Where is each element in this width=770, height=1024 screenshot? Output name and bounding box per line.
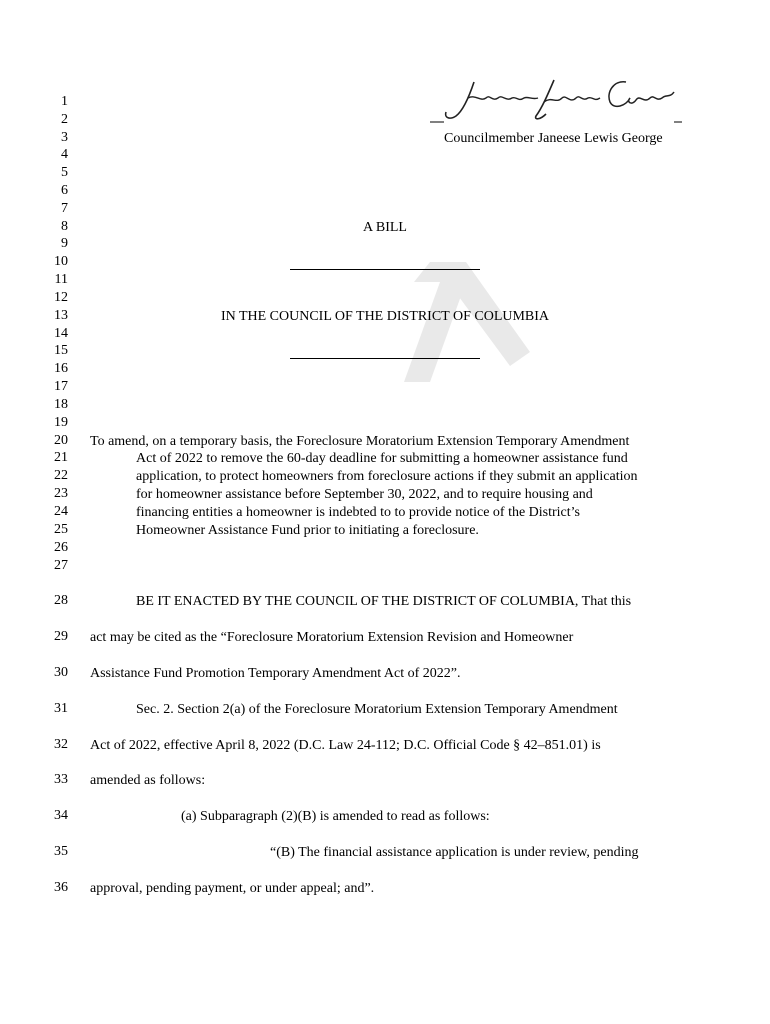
line-number: 6	[61, 183, 68, 198]
line-number: 30	[54, 665, 68, 680]
councilmember-caption: Councilmember Janeese Lewis George	[444, 131, 663, 146]
line-number: 27	[54, 558, 68, 573]
line-number: 18	[54, 397, 68, 412]
line-number: 29	[54, 629, 68, 644]
line-number: 17	[54, 379, 68, 394]
title-line: To amend, on a temporary basis, the Foreclosure Moratorium Extension Temporary Amendment	[90, 434, 630, 449]
blank-rule-top	[290, 269, 480, 270]
line-number: 21	[54, 450, 68, 465]
line-number: 13	[54, 308, 68, 323]
body-line: Act of 2022, effective April 8, 2022 (D.C. Law 24-112; D.C. Official Code § 42–851.01) is	[90, 738, 601, 753]
line-number: 32	[54, 737, 68, 752]
council-heading: IN THE COUNCIL OF THE DISTRICT OF COLUMBIA	[220, 309, 550, 324]
line-number: 4	[61, 147, 68, 162]
line-number: 2	[61, 112, 68, 127]
line-number: 14	[54, 326, 68, 341]
enacting-clause: BE IT ENACTED BY THE COUNCIL OF THE DISTRICT OF COLUMBIA, That this	[136, 594, 632, 609]
bill-label: A BILL	[363, 220, 407, 235]
title-line: Homeowner Assistance Fund prior to initiating a foreclosure.	[136, 523, 479, 538]
line-number: 22	[54, 468, 68, 483]
line-number: 12	[54, 290, 68, 305]
line-number: 25	[54, 522, 68, 537]
line-number: 5	[61, 165, 68, 180]
line-number: 35	[54, 844, 68, 859]
line-number: 9	[61, 236, 68, 251]
body-line: Assistance Fund Promotion Temporary Amendment Act of 2022”.	[90, 666, 461, 681]
line-number: 33	[54, 772, 68, 787]
line-number: 36	[54, 880, 68, 895]
line-number: 31	[54, 701, 68, 716]
line-number: 11	[54, 272, 68, 287]
line-number: 10	[54, 254, 68, 269]
subsection-line: (a) Subparagraph (2)(B) is amended to read as follows:	[181, 809, 490, 824]
blank-rule-bottom	[290, 358, 480, 359]
title-line: for homeowner assistance before September 30, 2022, and to require housing and	[136, 487, 593, 502]
body-line: amended as follows:	[90, 773, 206, 788]
line-number: 34	[54, 808, 68, 823]
line-number: 1	[61, 94, 68, 109]
line-number: 20	[54, 433, 68, 448]
line-number: 15	[54, 343, 68, 358]
line-number: 8	[61, 219, 68, 234]
section-heading: Sec. 2. Section 2(a) of the Foreclosure Moratorium Extension Temporary Amendment	[136, 702, 618, 717]
body-line: act may be cited as the “Foreclosure Moratorium Extension Revision and Homeowner	[90, 630, 574, 645]
line-number: 28	[54, 593, 68, 608]
signature-image	[430, 76, 682, 124]
line-number: 24	[54, 504, 68, 519]
line-number: 7	[61, 201, 68, 216]
line-number: 19	[54, 415, 68, 430]
title-line: application, to protect homeowners from foreclosure actions if they submit an application	[136, 469, 638, 484]
title-line: Act of 2022 to remove the 60-day deadline for submitting a homeowner assistance fund	[136, 451, 628, 466]
line-number: 26	[54, 540, 68, 555]
line-number: 3	[61, 130, 68, 145]
quoted-line: “(B) The financial assistance application is under review, pending	[270, 845, 639, 860]
line-number: 16	[54, 361, 68, 376]
title-line: financing entities a homeowner is indebted to to provide notice of the District’s	[136, 505, 581, 520]
body-line: approval, pending payment, or under appeal; and”.	[90, 881, 375, 896]
line-number: 23	[54, 486, 68, 501]
